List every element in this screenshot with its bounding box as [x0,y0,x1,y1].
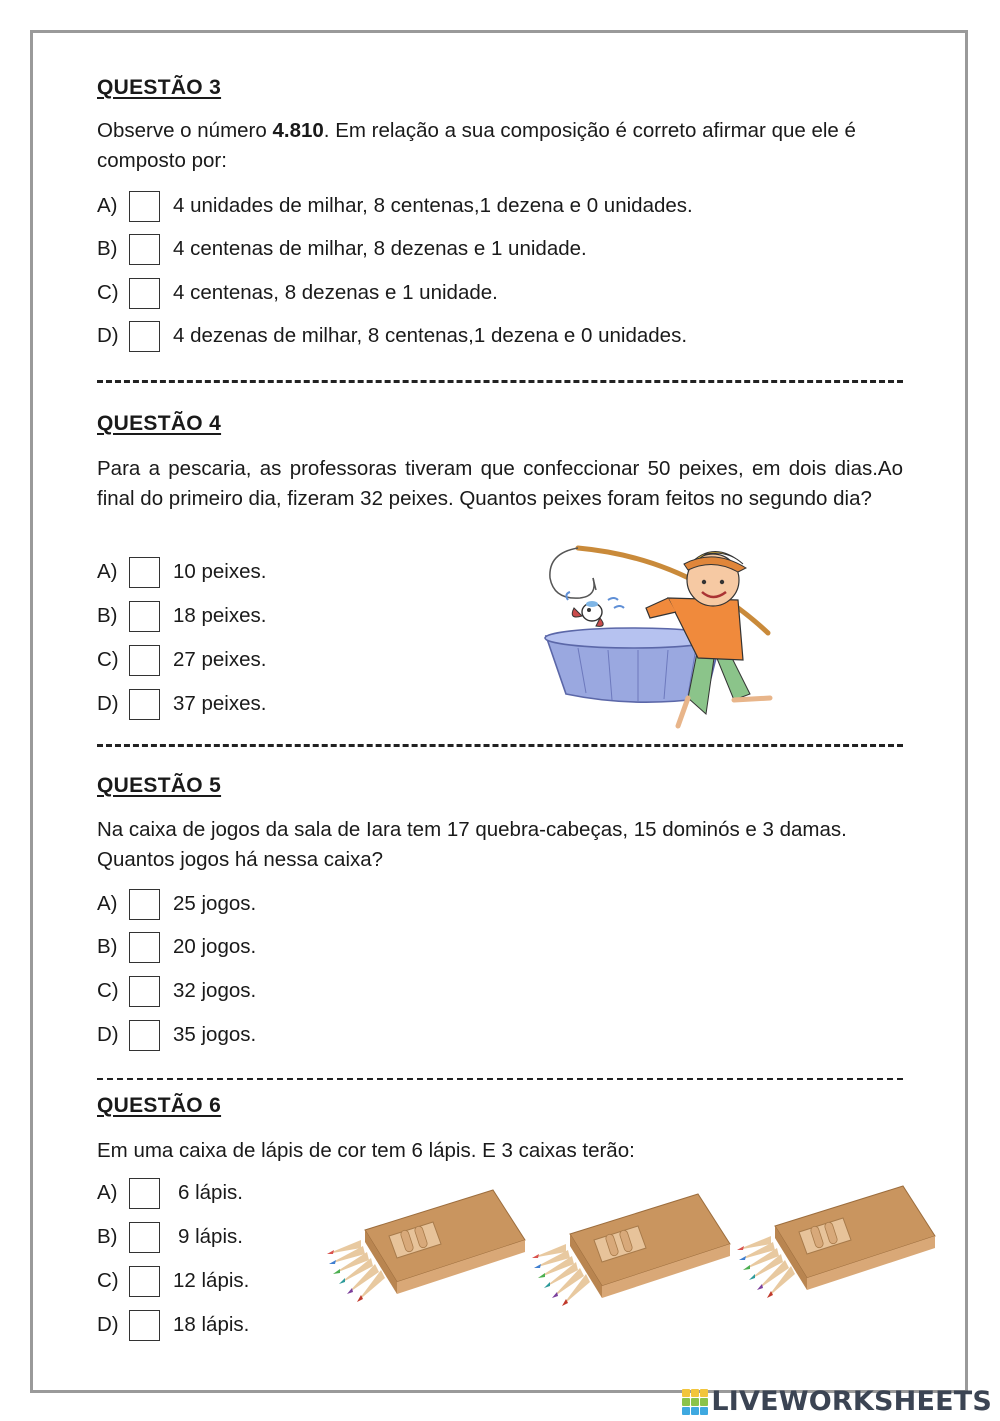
option-text: 20 jogos. [173,935,257,958]
question-4-option-c [97,643,266,677]
option-text: 9 lápis. [178,1225,243,1248]
fishing-line [550,548,594,598]
question-3-statement [97,116,903,176]
section-divider [97,380,903,383]
option-text: 4 dezenas de milhar, 8 centenas,1 dezena e 0 unidades. [173,324,688,347]
question-5-option-b [97,930,256,964]
option-text: 35 jogos. [173,1023,257,1046]
option-letter: B) [97,237,118,260]
question-4-option-b [97,599,266,633]
answer-checkbox[interactable] [129,1178,160,1209]
option-text: 18 peixes. [173,604,267,627]
option-letter: D) [97,692,119,715]
question-6-option-a [97,1176,243,1210]
pencil-box [532,1194,730,1306]
option-letter: C) [97,648,119,671]
option-letter: A) [97,1181,118,1204]
answer-checkbox[interactable] [129,1266,160,1297]
option-letter: D) [97,324,119,347]
question-5-title: QUESTÃO 5 [97,774,222,797]
answer-checkbox[interactable] [129,889,160,920]
question-6-title: QUESTÃO 6 [97,1094,222,1117]
option-letter: D) [97,1313,119,1336]
pencil-box [327,1190,525,1302]
section-divider [97,1078,903,1080]
liveworksheets-logo-icon [682,1389,708,1415]
question-5-option-c [97,974,256,1008]
option-letter: A) [97,560,118,583]
statement-text: Observe o número [97,119,273,142]
option-text: 37 peixes. [173,692,267,715]
question-4-title: QUESTÃO 4 [97,412,222,435]
statement-number: 4.810 [272,119,324,142]
question-4-option-a [97,555,266,589]
brand-name: LIVEWORKSHEETS [711,1386,992,1417]
question-5-option-a [97,887,256,921]
question-3-title: QUESTÃO 3 [97,76,222,99]
option-text: 4 unidades de milhar, 8 centenas,1 dezena e 0 unidades. [173,194,693,217]
answer-checkbox[interactable] [129,1310,160,1341]
question-6-option-d [97,1308,249,1342]
option-text: 18 lápis. [173,1313,250,1336]
option-letter: A) [97,194,118,217]
question-6-statement: Em uma caixa de lápis de cor tem 6 lápis. E 3 caixas terão: [97,1139,635,1162]
question-4-statement: Para a pescaria, as professoras tiveram que confeccionar 50 peixes, em dois dias.Ao final do primeiro dia, fizeram 32 peixes. Quantos peixes foram feitos no segundo dia? [97,457,903,510]
option-text: 32 jogos. [173,979,257,1002]
option-text: 6 lápis. [178,1181,243,1204]
answer-checkbox[interactable] [129,321,160,352]
option-text: 12 lápis. [173,1269,250,1292]
question-3-option-d [97,319,687,353]
option-letter: B) [97,604,118,627]
answer-checkbox[interactable] [129,645,160,676]
option-letter: C) [97,281,119,304]
answer-checkbox[interactable] [129,1020,160,1051]
answer-checkbox[interactable] [129,932,160,963]
question-3-option-b [97,232,587,266]
question-5-option-d [97,1018,256,1052]
option-letter: D) [97,1023,119,1046]
statement-text: . Em relação a sua composição é correto afirmar que ele é composto por: [97,119,856,172]
answer-checkbox[interactable] [129,1222,160,1253]
question-5-statement: Na caixa de jogos da sala de Iara tem 17 quebra-cabeças, 15 dominós e 3 damas. Quantos jogos há nessa caixa? [97,818,847,871]
option-text: 4 centenas de milhar, 8 dezenas e 1 unidade. [173,237,587,260]
answer-checkbox[interactable] [129,557,160,588]
answer-checkbox[interactable] [129,278,160,309]
option-letter: B) [97,935,118,958]
pencil-box [737,1186,935,1298]
answer-checkbox[interactable] [129,601,160,632]
option-text: 4 centenas, 8 dezenas e 1 unidade. [173,281,498,304]
answer-checkbox[interactable] [129,689,160,720]
fishing-boy-illustration [538,538,788,733]
pencil-boxes-illustration [325,1178,945,1318]
option-letter: C) [97,979,119,1002]
option-text: 25 jogos. [173,892,257,915]
option-letter: B) [97,1225,118,1248]
question-3-option-a [97,189,693,223]
section-divider [97,744,903,747]
option-text: 10 peixes. [173,560,267,583]
question-6-option-b [97,1220,243,1254]
answer-checkbox[interactable] [129,191,160,222]
question-4-option-d [97,687,266,721]
question-6-option-c [97,1264,249,1298]
question-3-option-c [97,276,498,310]
liveworksheets-brand [682,1386,992,1417]
answer-checkbox[interactable] [129,976,160,1007]
option-text: 27 peixes. [173,648,267,671]
answer-checkbox[interactable] [129,234,160,265]
fish-figure [566,592,624,626]
option-letter: A) [97,892,118,915]
option-letter: C) [97,1269,119,1292]
